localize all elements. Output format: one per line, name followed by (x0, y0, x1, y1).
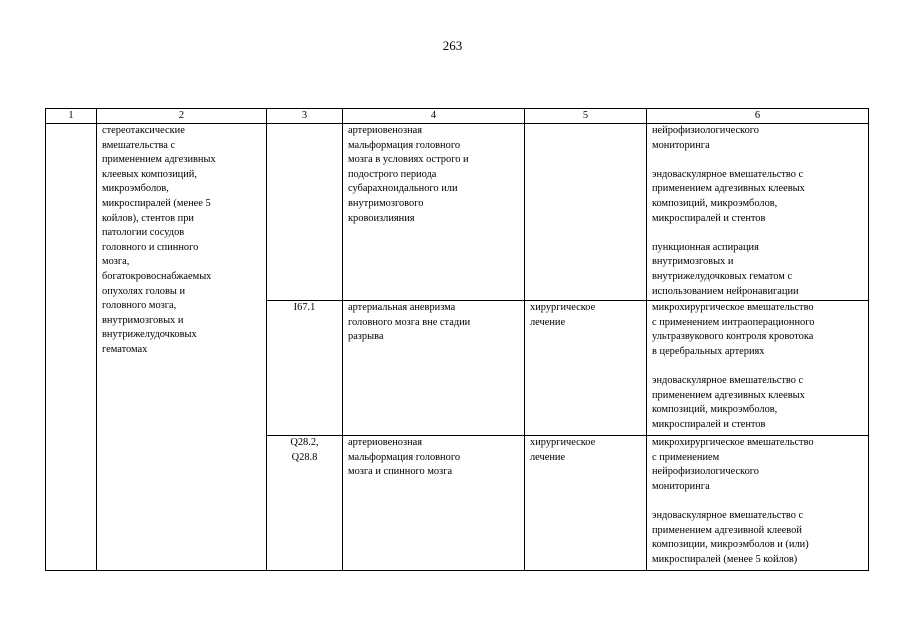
medical-care-table (45, 108, 869, 571)
treatment-cell (525, 301, 647, 436)
table-row (46, 124, 869, 301)
icd-code-cell (267, 124, 343, 301)
diagnosis-text: артериовенозная мальформация головного мозга в условиях острого и подострого периода субарахноидального или внутримозгового кровоизлияния (348, 125, 469, 224)
diagnosis-cell (343, 301, 525, 436)
method-cell (647, 301, 869, 436)
icd-code-cell (267, 301, 343, 436)
method-paragraph: нейрофизиологического мониторинга (652, 125, 759, 151)
diagnosis-cell (343, 436, 525, 571)
column-number-1: 1 (46, 109, 97, 124)
treatment-text: хирургическое лечение (530, 437, 596, 463)
diagnosis-text: артериальная аневризма головного мозга вне стадии разрыва (348, 302, 471, 343)
method-paragraph: эндоваскулярное вмешательство с применением адгезивных клеевых композиций, микроэмболов, микроспиралей и стентов (652, 374, 805, 430)
icd-code: I67.1 (293, 302, 316, 313)
column-number-3: 3 (267, 109, 343, 124)
icd-code-cell (267, 436, 343, 571)
treatment-text: хирургическое лечение (530, 302, 596, 328)
treatment-cell (525, 124, 647, 301)
method-paragraph: пункционная аспирация внутримозговых и внутрижелудочковых гематом с использованием нейронавигации (652, 241, 799, 297)
method-cell (647, 436, 869, 571)
method-cell (647, 124, 869, 301)
diagnosis-cell (343, 124, 525, 301)
method-paragraph: эндоваскулярное вмешательство с применением адгезивной клеевой композиции, микроэмболов и (или) микроспиралей (менее 5 койлов) (652, 509, 809, 565)
column-number-4: 4 (343, 109, 525, 124)
column-number-5: 5 (525, 109, 647, 124)
column-number-6: 6 (647, 109, 869, 124)
group-number-cell (46, 124, 97, 571)
diagnosis-text: артериовенозная мальформация головного мозга и спинного мозга (348, 437, 461, 478)
intervention-type-text: стереотаксические вмешательства с применением адгезивных клеевых композиций, микроэмболов, микроспиралей (менее 5 койлов), стентов при патологии сосудов головного и спинного мозга, богатокровоснабжаемых опухолях головы и головного мозга, внутримозговых и внутрижелудочковых гематомах (102, 125, 216, 355)
method-paragraph: микрохирургическое вмешательство с применением интраоперационного ультразвукового контроля кровотока в церебральных артериях (652, 302, 815, 357)
page-number: 263 (442, 38, 463, 53)
method-paragraph: эндоваскулярное вмешательство с применением адгезивных клеевых композиций, микроэмболов, микроспиралей и стентов (652, 168, 805, 224)
icd-code: Q28.2, Q28.8 (290, 437, 319, 463)
treatment-cell (525, 436, 647, 571)
intervention-type-cell (97, 124, 267, 571)
column-number-2: 2 (97, 109, 267, 124)
method-paragraph: микрохирургическое вмешательство с применением нейрофизиологического мониторинга (652, 437, 814, 492)
column-number-row (46, 109, 869, 124)
